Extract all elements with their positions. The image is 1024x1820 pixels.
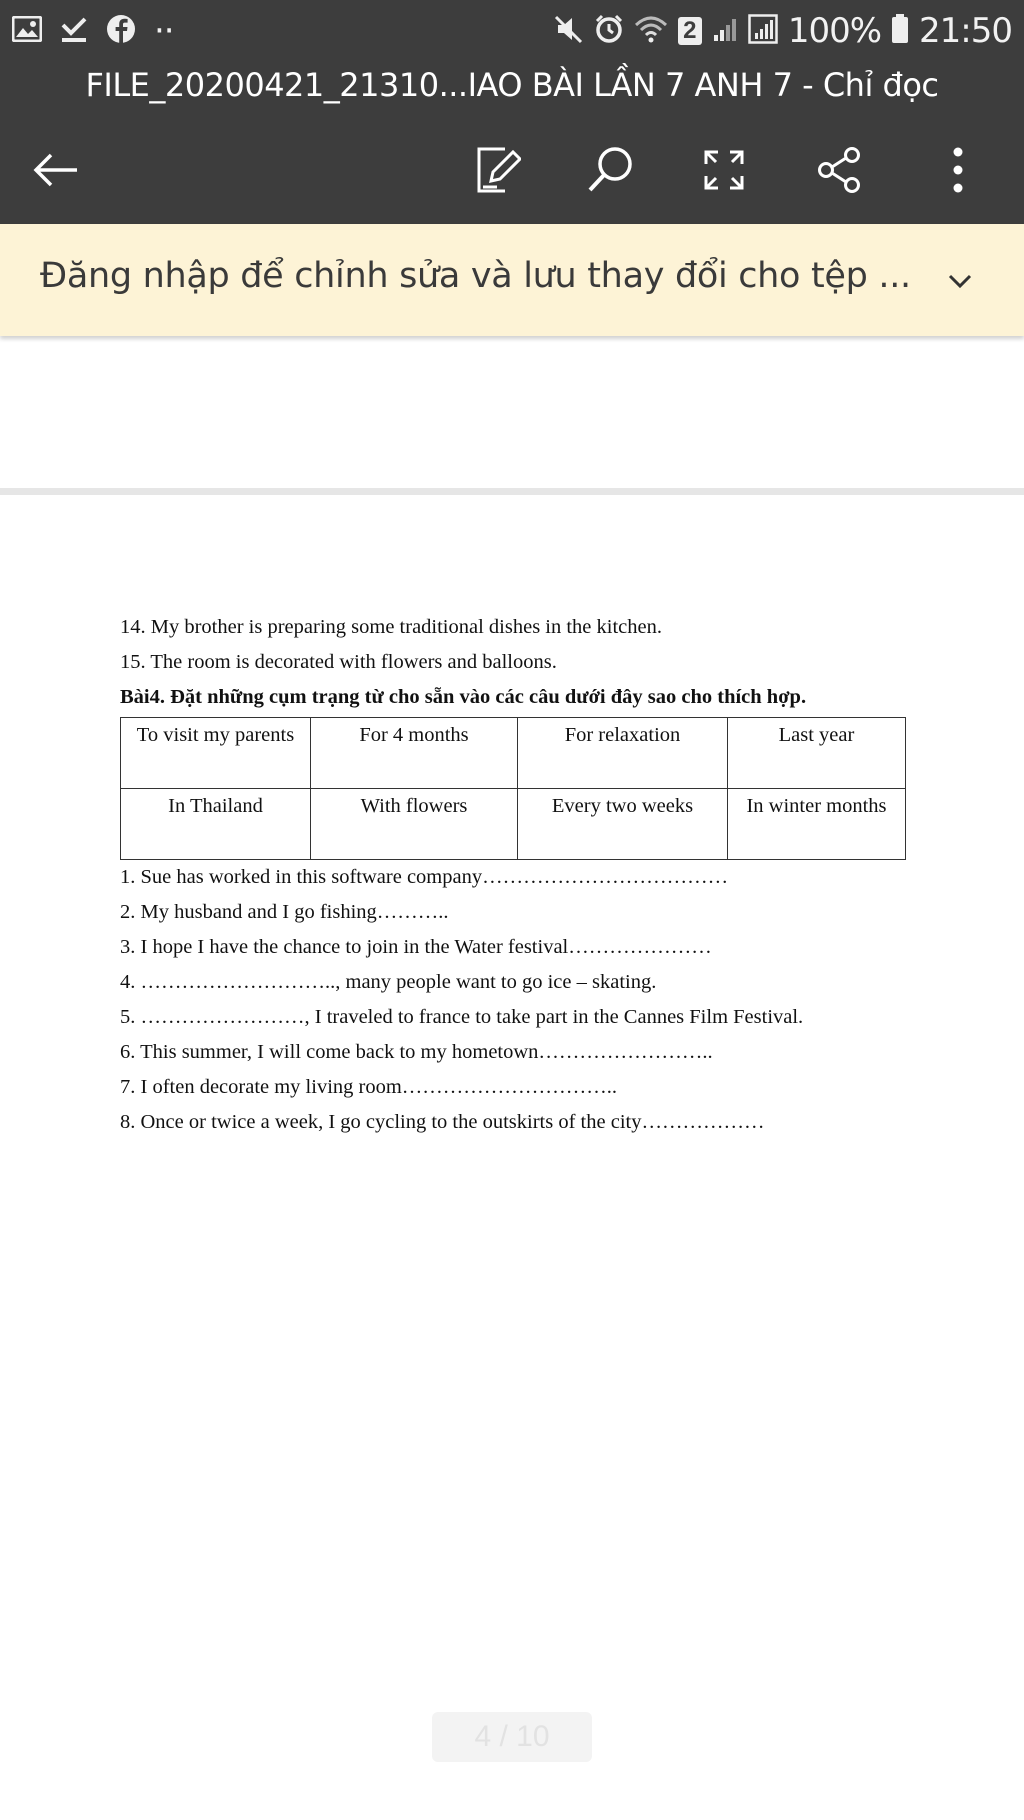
download-done-icon xyxy=(60,15,88,48)
more-icon xyxy=(951,146,965,194)
table-cell: For relaxation xyxy=(518,718,728,789)
fullscreen-icon xyxy=(702,148,746,192)
facebook-icon xyxy=(106,14,136,49)
page-indicator: 4 / 10 xyxy=(432,1712,592,1762)
page-separator xyxy=(0,488,1024,495)
exercise-heading: Bài4. Đặt những cụm trạng từ cho sẵn vào các câu dưới đây sao cho thích hợp. xyxy=(120,686,807,708)
sign-in-banner[interactable] xyxy=(0,224,1024,336)
mute-icon xyxy=(554,14,584,49)
wifi-icon xyxy=(634,15,668,48)
chevron-down-icon xyxy=(940,260,980,300)
table-cell: For 4 months xyxy=(311,718,518,789)
notification-overflow: ·· xyxy=(154,11,174,51)
exercise-item: 1. Sue has worked in this software company……………………………… xyxy=(120,866,729,888)
battery-percent: 100% xyxy=(787,11,882,51)
sim-badge: 2 xyxy=(678,17,702,45)
exercise-item: 2. My husband and I go fishing……….. xyxy=(120,901,449,923)
battery-icon xyxy=(891,14,909,49)
share-icon xyxy=(815,145,865,195)
table-cell: To visit my parents xyxy=(121,718,311,789)
signal-icon xyxy=(748,14,778,49)
alarm-icon xyxy=(594,14,624,49)
table-cell: Every two weeks xyxy=(518,789,728,860)
app-bar xyxy=(0,62,1024,224)
more-options-button[interactable] xyxy=(928,140,988,200)
text-line: 15. The room is decorated with flowers and balloons. xyxy=(120,651,557,673)
phrase-table xyxy=(120,717,906,860)
back-button[interactable] xyxy=(26,140,86,200)
table-row xyxy=(121,789,906,860)
gallery-icon xyxy=(12,16,42,47)
document-title: FILE_20200421_21310...IAO BÀI LẦN 7 ANH 7 - Chỉ đọc xyxy=(85,66,939,104)
banner-expand-button[interactable] xyxy=(940,260,980,300)
banner-message: Đăng nhập để chỉnh sửa và lưu thay đổi cho tệp ... xyxy=(40,256,911,296)
search-button[interactable] xyxy=(580,140,640,200)
share-button[interactable] xyxy=(810,140,870,200)
edit-icon xyxy=(475,145,521,195)
back-arrow-icon xyxy=(31,150,81,190)
table-cell: Last year xyxy=(728,718,906,789)
table-cell: With flowers xyxy=(311,789,518,860)
exercise-item: 8. Once or twice a week, I go cycling to the outskirts of the city……………… xyxy=(120,1111,765,1133)
fullscreen-button[interactable] xyxy=(694,140,754,200)
table-row xyxy=(121,718,906,789)
edit-button[interactable] xyxy=(468,140,528,200)
exercise-item: 7. I often decorate my living room………………………….. xyxy=(120,1076,618,1098)
text-line: 14. My brother is preparing some traditional dishes in the kitchen. xyxy=(120,616,662,638)
exercise-item: 3. I hope I have the chance to join in the Water festival………………… xyxy=(120,936,712,958)
exercise-item: 6. This summer, I will come back to my hometown…………………….. xyxy=(120,1041,713,1063)
table-cell: In winter months xyxy=(728,789,906,860)
signal-icon xyxy=(712,15,738,48)
status-bar xyxy=(0,0,1024,62)
search-icon xyxy=(585,145,635,195)
clock: 21:50 xyxy=(919,11,1012,51)
exercise-item: 4. ……………………….., many people want to go ice – skating. xyxy=(120,971,657,993)
table-cell: In Thailand xyxy=(121,789,311,860)
exercise-item: 5. ……………………, I traveled to france to take part in the Cannes Film Festival. xyxy=(120,1006,804,1028)
document-page xyxy=(120,610,920,1140)
